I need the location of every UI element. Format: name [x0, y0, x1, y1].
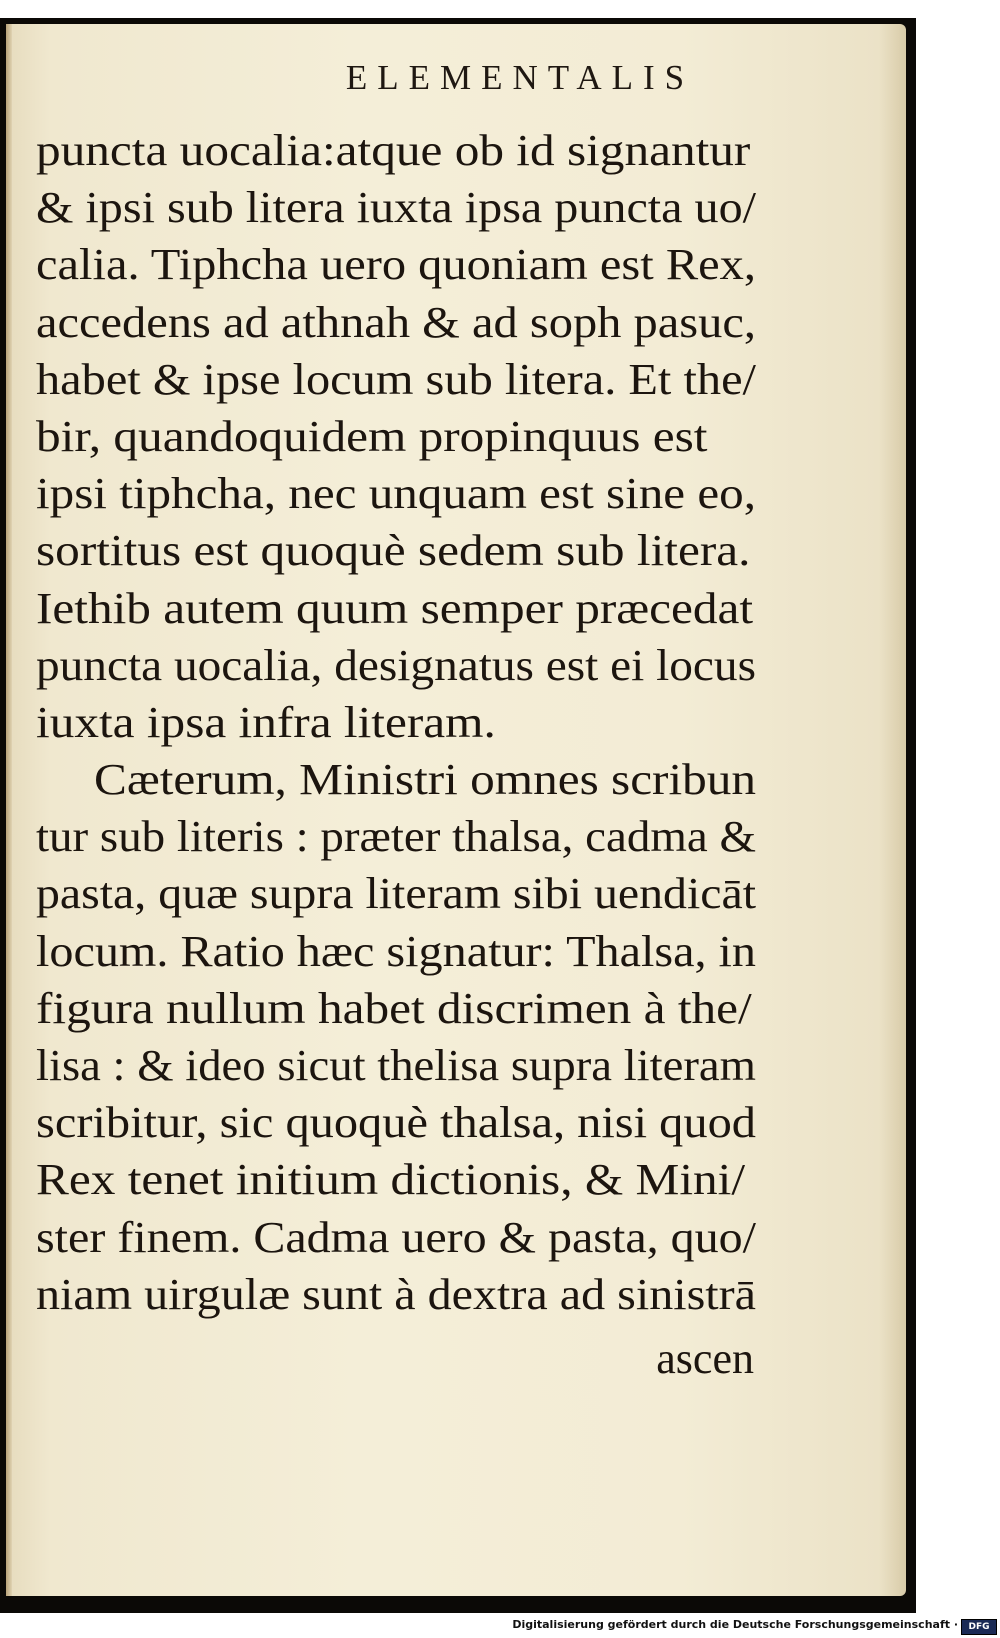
text-line: Iethib autem quum semper præcedat: [36, 583, 754, 633]
text-line: puncta uocalia:atque ob id signantur: [36, 126, 751, 175]
text-line: & ipsi sub litera iuxta ipsa puncta uo/: [36, 183, 756, 233]
text-line: niam uirgulæ sunt à dextra ad sinistrā: [36, 1269, 756, 1319]
text-line: tur sub literis : præter thalsa, cadma &: [36, 812, 756, 862]
text-line: scribitur, sic quoquè thalsa, nisi quod: [36, 1098, 756, 1148]
text-line: lisa : & ideo sicut thelisa supra literam: [36, 1041, 756, 1090]
text-line: ster finem. Cadma uero & pasta, quo/: [36, 1212, 756, 1262]
digitization-credit: Digitalisierung gefördert durch die Deutsche Forschungsgemeinschaft ·: [512, 1618, 958, 1631]
text-line: pasta, quæ supra literam sibi uendicāt: [36, 869, 756, 919]
paragraph-start-line: Cæterum, Ministri omnes scribun: [94, 755, 756, 805]
text-line: accedens ad athnah & ad soph pasuc,: [36, 297, 756, 347]
running-head: ELEMENTALIS: [345, 58, 695, 97]
text-line: figura nullum habet discrimen à the/: [36, 983, 752, 1033]
text-line: iuxta ipsa infra literam.: [36, 697, 496, 747]
page-gutter-edge: [6, 24, 12, 1596]
text-line: sortitus est quoquè sedem sub litera.: [36, 526, 751, 576]
dfg-logo: DFG: [961, 1619, 997, 1635]
text-line: bir, quandoquidem propinquus est: [36, 411, 708, 461]
text-line: ipsi tiphcha, nec unquam est sine eo,: [36, 469, 756, 519]
text-line: puncta uocalia, designatus est ei locus: [36, 640, 756, 690]
text-line: Rex tenet initium dictionis, & Mini/: [36, 1155, 746, 1205]
body-text: [36, 122, 756, 1323]
text-line: habet & ipse locum sub litera. Et the/: [36, 354, 756, 404]
text-line: calia. Tiphcha uero quoniam est Rex,: [36, 240, 756, 290]
text-line: locum. Ratio hæc signatur: Thalsa, in: [36, 926, 756, 976]
catchword: ascen: [656, 1334, 754, 1383]
